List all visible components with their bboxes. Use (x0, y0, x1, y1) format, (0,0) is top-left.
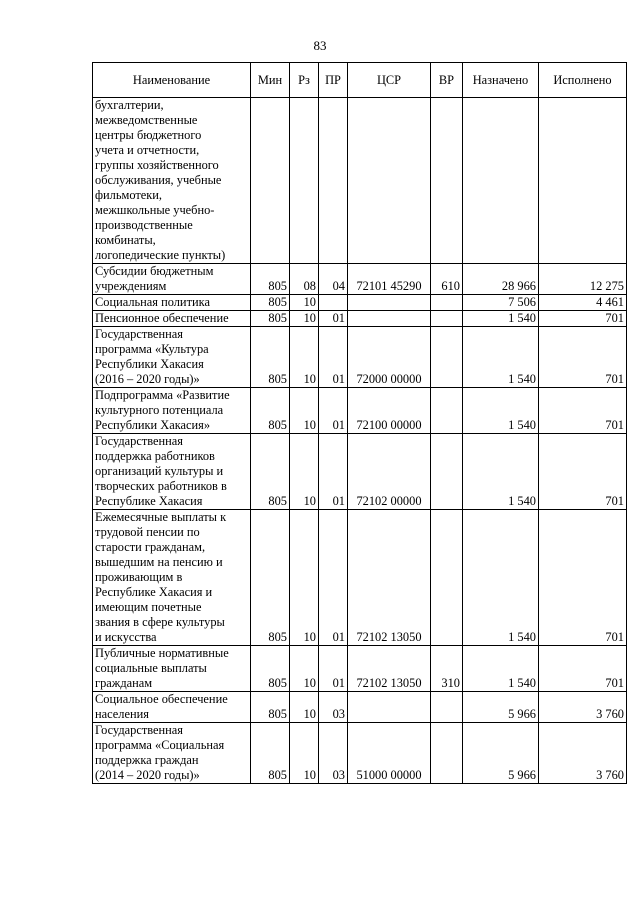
cell-vr (431, 510, 463, 646)
cell-rz (290, 98, 319, 264)
cell-executed: 701 (539, 327, 627, 388)
cell-executed: 4 461 (539, 295, 627, 311)
cell-assigned (463, 98, 539, 264)
cell-vr (431, 692, 463, 723)
cell-executed: 701 (539, 311, 627, 327)
cell-pr: 03 (319, 692, 348, 723)
cell-min: 805 (251, 264, 290, 295)
cell-name: Субсидии бюджетным учреждениям (93, 264, 251, 295)
cell-name: Социальная политика (93, 295, 251, 311)
header-csr: ЦСР (348, 63, 431, 98)
cell-rz: 10 (290, 434, 319, 510)
cell-name: Социальное обеспечение населения (93, 692, 251, 723)
cell-rz: 10 (290, 646, 319, 692)
cell-min: 805 (251, 692, 290, 723)
cell-name: Пенсионное обеспечение (93, 311, 251, 327)
table-row (93, 295, 627, 311)
header-assigned: Назначено (463, 63, 539, 98)
cell-assigned: 1 540 (463, 510, 539, 646)
cell-assigned: 1 540 (463, 434, 539, 510)
page-number: 83 (313, 38, 327, 53)
cell-executed: 701 (539, 434, 627, 510)
header-pr: ПР (319, 63, 348, 98)
cell-min: 805 (251, 327, 290, 388)
cell-assigned: 1 540 (463, 646, 539, 692)
cell-pr: 01 (319, 311, 348, 327)
cell-vr: 310 (431, 646, 463, 692)
table-row (93, 646, 627, 692)
cell-pr: 01 (319, 646, 348, 692)
table-row (93, 98, 627, 264)
cell-csr: 72102 13050 (348, 646, 431, 692)
table-row (93, 264, 627, 295)
cell-assigned: 28 966 (463, 264, 539, 295)
cell-executed: 3 760 (539, 692, 627, 723)
table-row (93, 434, 627, 510)
cell-min: 805 (251, 434, 290, 510)
cell-pr (319, 98, 348, 264)
cell-csr (348, 98, 431, 264)
cell-csr: 72101 45290 (348, 264, 431, 295)
cell-name: Государственная программа «Культура Республики Хакасия (2016 – 2020 годы)» (93, 327, 251, 388)
cell-vr (431, 327, 463, 388)
header-rz: Рз (290, 63, 319, 98)
cell-csr (348, 692, 431, 723)
cell-pr: 01 (319, 388, 348, 434)
cell-pr: 01 (319, 510, 348, 646)
cell-rz: 10 (290, 388, 319, 434)
cell-csr (348, 311, 431, 327)
cell-rz: 10 (290, 723, 319, 784)
cell-csr: 72100 00000 (348, 388, 431, 434)
cell-assigned: 1 540 (463, 311, 539, 327)
table-header-row (93, 63, 627, 98)
cell-csr: 72000 00000 (348, 327, 431, 388)
cell-rz: 10 (290, 327, 319, 388)
cell-executed: 3 760 (539, 723, 627, 784)
header-vr: ВР (431, 63, 463, 98)
table-row (93, 311, 627, 327)
cell-name: Государственная программа «Социальная поддержка граждан (2014 – 2020 годы)» (93, 723, 251, 784)
cell-executed: 701 (539, 646, 627, 692)
cell-rz: 10 (290, 510, 319, 646)
cell-csr: 51000 00000 (348, 723, 431, 784)
cell-min (251, 98, 290, 264)
cell-executed: 12 275 (539, 264, 627, 295)
table-row (93, 692, 627, 723)
budget-table (92, 62, 627, 784)
table-row (93, 723, 627, 784)
cell-assigned: 5 966 (463, 723, 539, 784)
header-min: Мин (251, 63, 290, 98)
header-executed: Исполнено (539, 63, 627, 98)
cell-name: Государственная поддержка работников организаций культуры и творческих работников в Республике Хакасия (93, 434, 251, 510)
cell-rz: 10 (290, 311, 319, 327)
cell-vr (431, 311, 463, 327)
cell-pr: 01 (319, 327, 348, 388)
cell-csr: 72102 00000 (348, 434, 431, 510)
cell-rz: 10 (290, 295, 319, 311)
cell-assigned: 7 506 (463, 295, 539, 311)
cell-min: 805 (251, 295, 290, 311)
cell-vr (431, 723, 463, 784)
cell-rz: 08 (290, 264, 319, 295)
cell-executed: 701 (539, 388, 627, 434)
cell-pr: 04 (319, 264, 348, 295)
cell-csr: 72102 13050 (348, 510, 431, 646)
cell-vr (431, 295, 463, 311)
cell-assigned: 5 966 (463, 692, 539, 723)
cell-name: Ежемесячные выплаты к трудовой пенсии по старости гражданам, вышедшим на пенсию и проживающим в Республике Хакасия и имеющим почетные звания в сфере культуры и искусства (93, 510, 251, 646)
cell-name: Публичные нормативные социальные выплаты гражданам (93, 646, 251, 692)
cell-rz: 10 (290, 692, 319, 723)
cell-assigned: 1 540 (463, 388, 539, 434)
cell-vr (431, 98, 463, 264)
table-row (93, 510, 627, 646)
cell-executed (539, 98, 627, 264)
cell-min: 805 (251, 311, 290, 327)
cell-min: 805 (251, 723, 290, 784)
cell-name: Подпрограмма «Развитие культурного потенциала Республики Хакасия» (93, 388, 251, 434)
cell-vr (431, 434, 463, 510)
table-row (93, 327, 627, 388)
cell-executed: 701 (539, 510, 627, 646)
cell-pr: 01 (319, 434, 348, 510)
header-name: Наименование (93, 63, 251, 98)
cell-vr (431, 388, 463, 434)
cell-name: бухгалтерии, межведомственные центры бюджетного учета и отчетности, группы хозяйственного обслуживания, учебные фильмотеки, межшкольные учебно- производственные комбинаты, логопедические пункты) (93, 98, 251, 264)
cell-min: 805 (251, 388, 290, 434)
cell-pr (319, 295, 348, 311)
cell-min: 805 (251, 510, 290, 646)
cell-csr (348, 295, 431, 311)
cell-min: 805 (251, 646, 290, 692)
cell-vr: 610 (431, 264, 463, 295)
cell-assigned: 1 540 (463, 327, 539, 388)
table-row (93, 388, 627, 434)
cell-pr: 03 (319, 723, 348, 784)
